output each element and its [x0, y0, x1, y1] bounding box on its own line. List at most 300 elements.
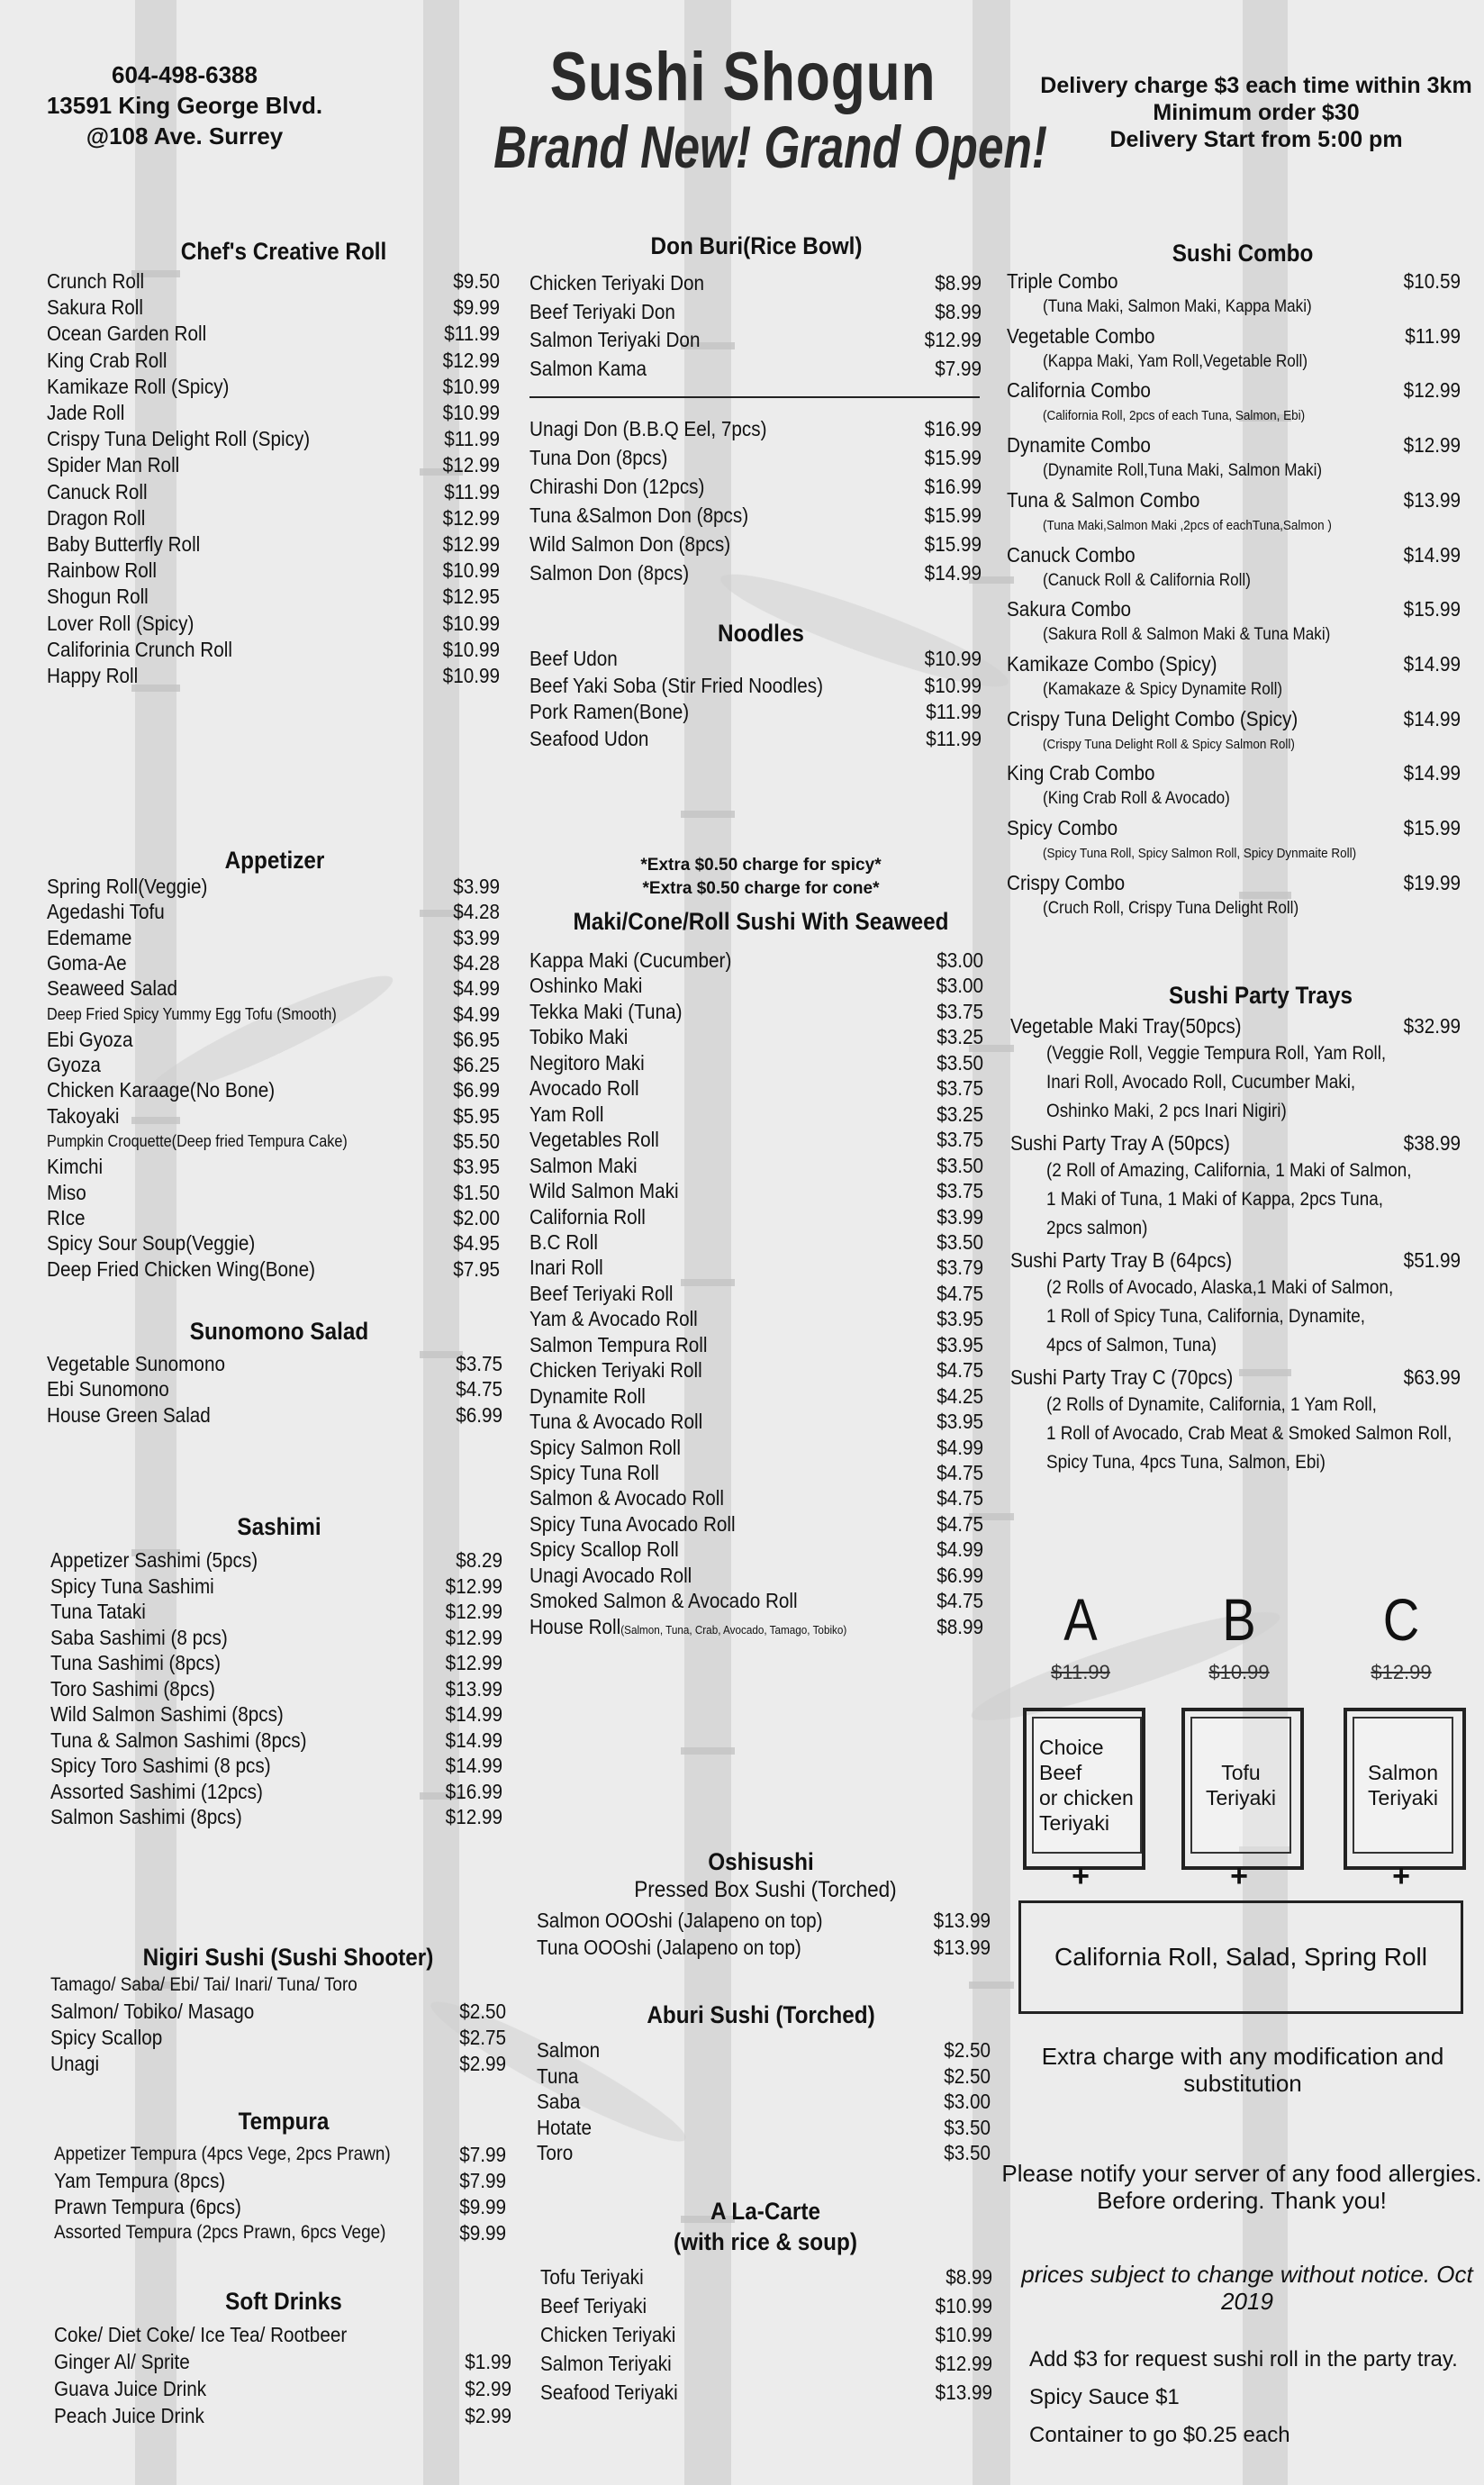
- combo-item-name: Triple Combo: [1007, 269, 1118, 293]
- donburi-divider: [529, 396, 980, 398]
- spicy-charge-note: *Extra $0.50 charge for spicy*: [640, 856, 882, 875]
- price-change-line2: 2019: [1221, 2288, 1273, 2315]
- alacarte-item-name: Beef Teriyaki: [540, 2294, 647, 2317]
- header-title-block: [423, 38, 1063, 181]
- sunomono-item-price: $6.99: [456, 1402, 502, 1427]
- drinks-item-price: $2.99: [465, 2377, 511, 2400]
- alacarte-title: A La-Carte: [710, 2198, 820, 2225]
- sashimi-item-name: Spicy Tuna Sashimi: [50, 1574, 214, 1598]
- chefs-roll-item-name: Crunch Roll: [47, 269, 145, 293]
- nigiri-item-name: Unagi: [50, 2052, 100, 2075]
- maki-item-name: Spicy Scallop Roll: [529, 1537, 679, 1562]
- combo-item-name: King Crab Combo: [1007, 761, 1155, 785]
- combo-item-price: $14.99: [1403, 706, 1461, 730]
- party-tray-name: Sushi Party Tray C (70pcs): [1010, 1365, 1234, 1389]
- sunomono-item-price: $4.75: [456, 1377, 502, 1401]
- nigiri-title: Nigiri Sushi (Sushi Shooter): [142, 1944, 434, 1971]
- noodles-item-name: Pork Ramen(Bone): [529, 700, 690, 723]
- donburi-item-price: $7.99: [935, 356, 982, 380]
- donburi2-item-price: $15.99: [924, 446, 982, 469]
- donburi2-item-name: Tuna &Salmon Don (8pcs): [529, 503, 749, 527]
- alacarte-item-price: $10.99: [935, 2323, 992, 2346]
- chefs-roll-item-name: King Crab Roll: [47, 348, 167, 372]
- donburi-item-name: Chicken Teriyaki Don: [529, 271, 705, 295]
- party-tray-detail: 1 Roll of Spicy Tuna, California, Dynamite,: [1046, 1306, 1366, 1327]
- maki-item-name: Salmon & Avocado Roll: [529, 1486, 724, 1510]
- combo-set-line: Teriyaki: [1368, 1786, 1438, 1809]
- chefs-roll-item-name: Kamikaze Roll (Spicy): [47, 374, 230, 398]
- allergy-note: [1000, 2160, 1484, 2214]
- party-tray-detail: 2pcs salmon): [1046, 1218, 1148, 1238]
- maki-item-price: $3.00: [937, 974, 983, 998]
- sashimi-item-name: Tuna Tataki: [50, 1600, 146, 1623]
- chefs-roll-item-price: $11.99: [444, 427, 500, 451]
- chefs-roll-item-price: $12.99: [442, 505, 500, 530]
- plus-icon: +: [1072, 1859, 1090, 1893]
- maki-item-name: Avocado Roll: [529, 1076, 639, 1101]
- maki-item-price: $4.75: [937, 1511, 983, 1536]
- sashimi-item-price: $12.99: [445, 1805, 502, 1828]
- donburi2-item-price: $16.99: [924, 475, 982, 498]
- combo-set-line: Tofu: [1221, 1761, 1261, 1784]
- sashimi-item-name: Tuna & Salmon Sashimi (8pcs): [50, 1728, 307, 1752]
- chefs-roll-item-price: $12.95: [442, 585, 500, 609]
- delivery-start: Delivery Start from 5:00 pm: [1109, 127, 1403, 152]
- spicy-sauce-note: Spicy Sauce $1: [1029, 2385, 1180, 2409]
- combo-item-desc: (Cruch Roll, Crispy Tuna Delight Roll): [1043, 898, 1299, 918]
- maki-item-name: Beef Teriyaki Roll: [529, 1281, 674, 1305]
- noodles-item-price: $11.99: [926, 700, 982, 723]
- combo-item-name: Crispy Combo: [1007, 870, 1126, 894]
- combo-set-price: $12.99: [1371, 1661, 1432, 1683]
- aburi-item-name: Tuna: [537, 2063, 579, 2088]
- modification-note-line2: substitution: [1183, 2070, 1302, 2097]
- sashimi-title: Sashimi: [237, 1513, 321, 1540]
- chefs-roll-item-price: $12.99: [442, 348, 500, 372]
- maki-item-price: $4.75: [937, 1589, 983, 1613]
- appetizer-item-price: $3.99: [453, 875, 500, 898]
- sashimi-item-price: $12.99: [445, 1600, 502, 1623]
- combo-item-price: $12.99: [1403, 433, 1461, 458]
- maki-item-name: Kappa Maki (Cucumber): [529, 948, 732, 972]
- appetizer-item-name: Spicy Sour Soup(Veggie): [47, 1231, 256, 1256]
- noodles-item-name: Beef Udon: [529, 647, 618, 670]
- combo-item-desc: (California Roll, 2pcs of each Tuna, Salmon, Ebi): [1043, 408, 1306, 424]
- sashimi-item-price: $8.29: [456, 1548, 502, 1572]
- combo-item-price: $10.59: [1403, 269, 1461, 293]
- sashimi-item-name: Spicy Toro Sashimi (8 pcs): [50, 1754, 271, 1777]
- chefs-roll-title: Chef's Creative Roll: [180, 238, 387, 265]
- address-line-2: @108 Ave. Surrey: [86, 122, 284, 150]
- maki-item-price: $4.25: [937, 1383, 983, 1408]
- maki-item-price: $3.75: [937, 1179, 983, 1203]
- chefs-roll-item-name: Dragon Roll: [47, 505, 146, 530]
- drinks-item-name: Peach Juice Drink: [54, 2404, 204, 2427]
- appetizer-item-name: Agedashi Tofu: [47, 900, 165, 924]
- party-tray-detail: Spicy Tuna, 4pcs Tuna, Salmon, Ebi): [1046, 1452, 1326, 1473]
- sunomono-item-price: $3.75: [456, 1352, 502, 1375]
- alacarte-item-price: $10.99: [935, 2294, 992, 2317]
- tempura-item-name: Prawn Tempura (6pcs): [54, 2195, 241, 2218]
- donburi-item-name: Salmon Teriyaki Don: [529, 328, 701, 351]
- maki-item-name: Dynamite Roll: [529, 1383, 646, 1408]
- chefs-roll-item-price: $12.99: [442, 532, 500, 556]
- party-tray-name: Sushi Party Tray B (64pcs): [1010, 1248, 1233, 1272]
- noodles-item-price: $11.99: [926, 726, 982, 750]
- sashimi-item-name: Saba Sashimi (8 pcs): [50, 1625, 228, 1649]
- oshisushi-item-price: $13.99: [933, 1909, 991, 1932]
- maki-item-price: $6.99: [937, 1563, 983, 1587]
- aburi-item-price: $2.50: [944, 2038, 991, 2062]
- combo-set-line: Choice: [1039, 1736, 1104, 1759]
- sashimi-item-name: Appetizer Sashimi (5pcs): [50, 1548, 258, 1572]
- combo-item-desc: (Canuck Roll & California Roll): [1043, 570, 1251, 590]
- appetizer-item-name: Deep Fried Chicken Wing(Bone): [47, 1256, 315, 1281]
- maki-item-price: $3.95: [937, 1307, 983, 1331]
- noodles-title: Noodles: [718, 620, 804, 647]
- drinks-item-price: $2.99: [465, 2404, 511, 2427]
- maki-item-name: Spicy Tuna Roll: [529, 1461, 659, 1484]
- donburi2-item-name: Unagi Don (B.B.Q Eel, 7pcs): [529, 417, 767, 440]
- donburi2-item-price: $15.99: [924, 532, 982, 556]
- party-tray-detail: Oshinko Maki, 2 pcs Inari Nigiri): [1046, 1101, 1287, 1121]
- maki-item-name: [529, 1614, 846, 1643]
- aburi-item-name: Saba: [537, 2090, 581, 2113]
- party-tray-roll-note: Add $3 for request sushi roll in the party tray.: [1029, 2347, 1458, 2372]
- drinks-item-name: Ginger Al/ Sprite: [54, 2350, 190, 2373]
- appetizer-item-name: Goma-Ae: [47, 950, 127, 975]
- nigiri-item-price: $2.99: [459, 2052, 506, 2075]
- noodles-item-price: $10.99: [924, 647, 982, 670]
- combo-item-desc: (Kappa Maki, Yam Roll,Vegetable Roll): [1043, 351, 1308, 371]
- combo-letter: C: [1382, 1586, 1420, 1653]
- delivery-charge: Delivery charge $3 each time within 3km: [1040, 73, 1472, 98]
- address-line-1: 13591 King George Blvd.: [46, 92, 323, 119]
- tempura-item-price: $9.99: [459, 2195, 506, 2218]
- appetizer-item-name: Miso: [47, 1180, 86, 1204]
- maki-item-price: $4.75: [937, 1461, 983, 1484]
- combo-item-price: $12.99: [1403, 378, 1461, 403]
- maki-item-name: Vegetables Roll: [529, 1128, 659, 1152]
- maki-item-name: Oshinko Maki: [529, 974, 643, 998]
- chefs-roll-item-price: $12.99: [442, 453, 500, 477]
- maki-item-name: Tekka Maki (Tuna): [529, 999, 683, 1023]
- drinks-item-name: Coke/ Diet Coke/ Ice Tea/ Rootbeer: [54, 2323, 348, 2346]
- combo-item-price: $11.99: [1405, 323, 1461, 348]
- sashimi-item-price: $12.99: [445, 1574, 502, 1598]
- chefs-roll-item-price: $10.99: [442, 637, 500, 661]
- party-tray-detail: (2 Rolls of Avocado, Alaska,1 Maki of Salmon,: [1046, 1277, 1394, 1298]
- maki-item-price: $3.95: [937, 1410, 983, 1434]
- appetizer-item-price: $4.28: [453, 950, 500, 975]
- combo-item-name: Dynamite Combo: [1007, 433, 1151, 458]
- party-tray-name: Sushi Party Tray A (50pcs): [1010, 1131, 1230, 1155]
- alacarte-item-name: Chicken Teriyaki: [540, 2323, 676, 2346]
- aburi-item-price: $2.50: [944, 2063, 991, 2088]
- appetizer-item-name: Seaweed Salad: [47, 976, 178, 1001]
- chefs-roll-item-name: Califorinia Crunch Roll: [47, 637, 232, 661]
- maki-item-name: Salmon Maki: [529, 1153, 638, 1177]
- tempura-item-name: Yam Tempura (8pcs): [54, 2169, 226, 2192]
- chefs-roll-item-name: Jade Roll: [47, 401, 125, 424]
- combo-item-desc: (King Crab Roll & Avocado): [1043, 789, 1230, 809]
- combo-item-name: Tuna & Salmon Combo: [1007, 487, 1200, 512]
- party-tray-detail: (2 Rolls of Dynamite, California, 1 Yam Roll,: [1046, 1394, 1377, 1415]
- combo-set-line: or chicken: [1039, 1786, 1134, 1809]
- party-tray-price: $51.99: [1403, 1248, 1461, 1272]
- combo-item-desc: (Sakura Roll & Salmon Maki & Tuna Maki): [1043, 625, 1331, 645]
- appetizer-item-name: RIce: [47, 1205, 86, 1229]
- aburi-item-price: $3.50: [944, 2141, 991, 2164]
- aburi-title: Aburi Sushi (Torched): [647, 2001, 875, 2028]
- sashimi-item-price: $14.99: [445, 1728, 502, 1752]
- combo-item-desc: (Crispy Tuna Delight Roll & Spicy Salmon Roll): [1043, 736, 1295, 752]
- appetizer-item-price: $2.00: [453, 1205, 500, 1229]
- sashimi-item-price: $14.99: [445, 1702, 502, 1726]
- party-tray-price: $38.99: [1403, 1131, 1461, 1155]
- party-tray-detail: 4pcs of Salmon, Tuna): [1046, 1335, 1217, 1356]
- appetizer-item-price: $6.25: [453, 1053, 500, 1077]
- nigiri-item-name: Tamago/ Saba/ Ebi/ Tai/ Inari/ Tuna/ Toro: [50, 1974, 357, 1995]
- nigiri-item-name: Salmon/ Tobiko/ Masago: [50, 2000, 255, 2023]
- combo-set-content: [1190, 1717, 1291, 1854]
- combo-includes-text: California Roll, Salad, Spring Roll: [1054, 1943, 1427, 1971]
- combo-item-desc: (Kamakaze & Spicy Dynamite Roll): [1043, 679, 1283, 699]
- combo-letter: A: [1063, 1586, 1098, 1653]
- oshisushi-item-name: Tuna OOOshi (Jalapeno on top): [537, 1936, 801, 1959]
- maki-item-price: $4.75: [937, 1281, 983, 1305]
- appetizer-item-price: $6.99: [453, 1078, 500, 1102]
- donburi2-item-name: Salmon Don (8pcs): [529, 561, 690, 585]
- donburi2-item-name: Chirashi Don (12pcs): [529, 475, 705, 498]
- chefs-roll-item-price: $11.99: [444, 479, 500, 503]
- combo-item-price: $14.99: [1403, 761, 1461, 785]
- combo-item-desc: (Tuna Maki, Salmon Maki, Kappa Maki): [1043, 297, 1312, 316]
- appetizer-item-price: $3.95: [453, 1155, 500, 1179]
- alacarte-item-name: Salmon Teriyaki: [540, 2352, 672, 2375]
- appetizer-item-name: Takoyaki: [47, 1103, 120, 1128]
- modification-note: [1009, 2043, 1477, 2097]
- sashimi-item-name: Wild Salmon Sashimi (8pcs): [50, 1702, 284, 1726]
- allergy-note-line2: Before ordering. Thank you!: [1097, 2187, 1387, 2214]
- appetizer-item-price: $5.95: [453, 1103, 500, 1128]
- appetizer-item-name: Deep Fried Spicy Yummy Egg Tofu (Smooth): [47, 1004, 337, 1023]
- combo-set-price: $11.99: [1051, 1661, 1110, 1683]
- party-tray-name: Vegetable Maki Tray(50pcs): [1010, 1014, 1242, 1038]
- delivery-info: [1036, 72, 1477, 153]
- donburi2-item-name: Wild Salmon Don (8pcs): [529, 532, 731, 556]
- donburi-title: Don Buri(Rice Bowl): [650, 232, 863, 259]
- chefs-roll-item-name: Lover Roll (Spicy): [47, 611, 195, 635]
- sashimi-item-price: $16.99: [445, 1779, 502, 1803]
- alacarte-item-name: Seafood Teriyaki: [540, 2381, 678, 2404]
- chefs-roll-item-price: $10.99: [442, 611, 500, 635]
- chefs-roll-item-price: $9.99: [453, 295, 500, 320]
- combo-item-name: Canuck Combo: [1007, 542, 1136, 567]
- drinks-item-price: $1.99: [465, 2350, 511, 2373]
- maki-item-price: $4.75: [937, 1486, 983, 1510]
- maki-item-price: $4.99: [937, 1435, 983, 1459]
- combo-item-price: $14.99: [1403, 542, 1461, 567]
- donburi-item-price: $8.99: [935, 299, 982, 323]
- maki-item-price: $3.79: [937, 1256, 983, 1280]
- noodles-item-price: $10.99: [924, 673, 982, 697]
- chefs-roll-item-name: Sakura Roll: [47, 295, 144, 320]
- appetizer-item-name: Chicken Karaage(No Bone): [47, 1078, 276, 1102]
- donburi-item-name: Salmon Kama: [529, 356, 647, 380]
- maki-item-name: Yam Roll: [529, 1102, 604, 1126]
- sunomono-item-name: Vegetable Sunomono: [47, 1352, 225, 1375]
- price-change-note: [1018, 2261, 1477, 2315]
- nigiri-item-price: $2.50: [459, 2000, 506, 2023]
- tempura-item-price: $7.99: [459, 2143, 506, 2166]
- combo-set-price: $10.99: [1208, 1661, 1270, 1683]
- sashimi-item-price: $14.99: [445, 1754, 502, 1777]
- tempura-item-name: Appetizer Tempura (4pcs Vege, 2pcs Prawn): [54, 2144, 391, 2164]
- chefs-roll-item-price: $10.99: [442, 374, 500, 398]
- chefs-roll-item-price: $10.99: [442, 558, 500, 583]
- appetizer-item-name: Spring Roll(Veggie): [47, 875, 208, 898]
- price-change-line1: prices subject to change without notice. Oct: [1021, 2261, 1473, 2288]
- donburi2-item-name: Tuna Don (8pcs): [529, 446, 668, 469]
- alacarte-subtitle: (with rice & soup): [674, 2228, 857, 2255]
- alacarte-item-price: $8.99: [946, 2265, 992, 2289]
- minimum-order: Minimum order $30: [1153, 100, 1360, 125]
- soft-drinks-title: Soft Drinks: [225, 2288, 342, 2315]
- party-tray-price: $32.99: [1403, 1014, 1461, 1038]
- noodles-item-name: Seafood Udon: [529, 726, 649, 750]
- allergy-note-line1: Please notify your server of any food allergies.: [1001, 2160, 1482, 2187]
- appetizer-item-name: Ebi Gyoza: [47, 1027, 133, 1051]
- appetizer-item-price: $5.50: [453, 1129, 500, 1153]
- maki-item-name: Tuna & Avocado Roll: [529, 1410, 703, 1434]
- donburi-item-price: $8.99: [935, 271, 982, 295]
- appetizer-item-name: Edemame: [47, 925, 132, 949]
- header-contact: [36, 59, 333, 151]
- appetizer-item-price: $7.95: [453, 1256, 500, 1281]
- donburi-item-name: Beef Teriyaki Don: [529, 299, 675, 323]
- appetizer-item-price: $4.99: [453, 1002, 500, 1026]
- combo-item-price: $13.99: [1403, 487, 1461, 512]
- combo-item-price: $15.99: [1403, 597, 1461, 621]
- combo-item-name: Kamikaze Combo (Spicy): [1007, 651, 1217, 676]
- party-trays-title: Sushi Party Trays: [1169, 982, 1353, 1009]
- maki-item-name: Salmon Tempura Roll: [529, 1332, 708, 1356]
- restaurant-name: Sushi Shogun: [549, 39, 937, 115]
- plus-icon: +: [1392, 1859, 1410, 1893]
- party-tray-detail: 1 Maki of Tuna, 1 Maki of Kappa, 2pcs Tuna,: [1046, 1189, 1384, 1210]
- nigiri-item-price: $2.75: [459, 2026, 506, 2049]
- maki-item-name: Spicy Salmon Roll: [529, 1435, 681, 1459]
- aburi-item-name: Hotate: [537, 2115, 592, 2139]
- drinks-item-name: Guava Juice Drink: [54, 2377, 207, 2400]
- chefs-roll-item-price: $10.99: [442, 401, 500, 424]
- oshisushi-item-name: Salmon OOOshi (Jalapeno on top): [537, 1909, 823, 1932]
- combo-item-name: Crispy Tuna Delight Combo (Spicy): [1007, 706, 1298, 730]
- maki-item-name: California Roll: [529, 1204, 646, 1229]
- maki-item-price: $3.25: [937, 1102, 983, 1126]
- alacarte-item-name: Tofu Teriyaki: [540, 2265, 644, 2289]
- sashimi-item-name: Toro Sashimi (8pcs): [50, 1676, 215, 1701]
- maki-title: Maki/Cone/Roll Sushi With Seaweed: [573, 908, 949, 935]
- maki-item-price: $8.99: [937, 1614, 983, 1638]
- sashimi-item-price: $12.99: [445, 1651, 502, 1674]
- maki-item-price: $3.25: [937, 1025, 983, 1049]
- combo-set-content: [1353, 1717, 1453, 1854]
- tempura-item-price: $7.99: [459, 2169, 506, 2192]
- maki-item-price: $3.75: [937, 1076, 983, 1101]
- maki-item-name: Yam & Avocado Roll: [529, 1307, 698, 1331]
- maki-item-price: $3.00: [937, 948, 983, 972]
- alacarte-item-price: $12.99: [935, 2352, 992, 2375]
- appetizer-item-price: $3.99: [453, 925, 500, 949]
- maki-item-price: $3.50: [937, 1153, 983, 1177]
- sunomono-item-name: House Green Salad: [47, 1402, 211, 1427]
- sashimi-item-price: $12.99: [445, 1625, 502, 1649]
- aburi-item-name: Salmon: [537, 2038, 601, 2062]
- maki-item-price: $3.99: [937, 1204, 983, 1229]
- oshisushi-item-price: $13.99: [933, 1936, 991, 1959]
- maki-item-name: Unagi Avocado Roll: [529, 1563, 692, 1587]
- combo-includes-box: [1018, 1900, 1463, 2014]
- maki-item-name: Negitoro Maki: [529, 1050, 645, 1075]
- oshisushi-subtitle: Pressed Box Sushi (Torched): [634, 1877, 897, 1902]
- chefs-roll-item-name: Spider Man Roll: [47, 453, 180, 477]
- alacarte-item-price: $13.99: [935, 2381, 992, 2404]
- appetizer-item-name: Kimchi: [47, 1155, 104, 1179]
- combo-item-price: $19.99: [1403, 870, 1461, 894]
- maki-item-price: $4.75: [937, 1358, 983, 1383]
- combo-set-line: Salmon: [1368, 1761, 1438, 1784]
- aburi-item-name: Toro: [537, 2141, 574, 2164]
- sushi-combo-title: Sushi Combo: [1172, 240, 1314, 267]
- party-tray-detail: (Veggie Roll, Veggie Tempura Roll, Yam Roll,: [1046, 1043, 1387, 1064]
- appetizer-item-price: $1.50: [453, 1180, 500, 1204]
- appetizer-item-name: Pumpkin Croquette(Deep fried Tempura Cake): [47, 1132, 348, 1150]
- sashimi-item-price: $13.99: [445, 1676, 502, 1701]
- appetizer-title: Appetizer: [224, 847, 325, 874]
- chefs-roll-item-name: Baby Butterfly Roll: [47, 532, 201, 556]
- maki-item-name: Inari Roll: [529, 1256, 603, 1280]
- donburi-item-price: $12.99: [924, 328, 982, 351]
- aburi-item-price: $3.50: [944, 2115, 991, 2139]
- combo-item-desc: (Dynamite Roll,Tuna Maki, Salmon Maki): [1043, 461, 1323, 481]
- maki-item-name: Chicken Teriyaki Roll: [529, 1358, 702, 1383]
- appetizer-item-name: Gyoza: [47, 1053, 101, 1077]
- aburi-item-price: $3.00: [944, 2090, 991, 2113]
- maki-item-price: $3.50: [937, 1229, 983, 1254]
- chefs-roll-item-name: Shogun Roll: [47, 585, 149, 609]
- maki-item-name: Smoked Salmon & Avocado Roll: [529, 1589, 798, 1613]
- party-tray-detail: 1 Roll of Avocado, Crab Meat & Smoked Salmon Roll,: [1046, 1423, 1452, 1444]
- maki-item-name: Wild Salmon Maki: [529, 1179, 679, 1203]
- combo-item-name: California Combo: [1007, 378, 1151, 403]
- sunomono-title: Sunomono Salad: [189, 1318, 369, 1345]
- plus-icon: +: [1230, 1859, 1248, 1893]
- noodles-item-name: Beef Yaki Soba (Stir Fried Noodles): [529, 673, 823, 697]
- combo-set-content: [1032, 1717, 1142, 1854]
- appetizer-item-price: $4.95: [453, 1231, 500, 1256]
- appetizer-item-price: $4.28: [453, 900, 500, 924]
- maki-item-price: $3.95: [937, 1332, 983, 1356]
- combo-set-line: Teriyaki: [1206, 1786, 1276, 1809]
- chefs-roll-item-name: Ocean Garden Roll: [47, 322, 207, 346]
- chefs-roll-item-price: $11.99: [444, 322, 500, 346]
- appetizer-item-price: $4.99: [453, 976, 500, 1001]
- sunomono-item-name: Ebi Sunomono: [47, 1377, 169, 1401]
- chefs-roll-item-name: Crispy Tuna Delight Roll (Spicy): [47, 427, 311, 451]
- combo-item-desc: (Spicy Tuna Roll, Spicy Salmon Roll, Spicy Dynmaite Roll): [1043, 846, 1357, 861]
